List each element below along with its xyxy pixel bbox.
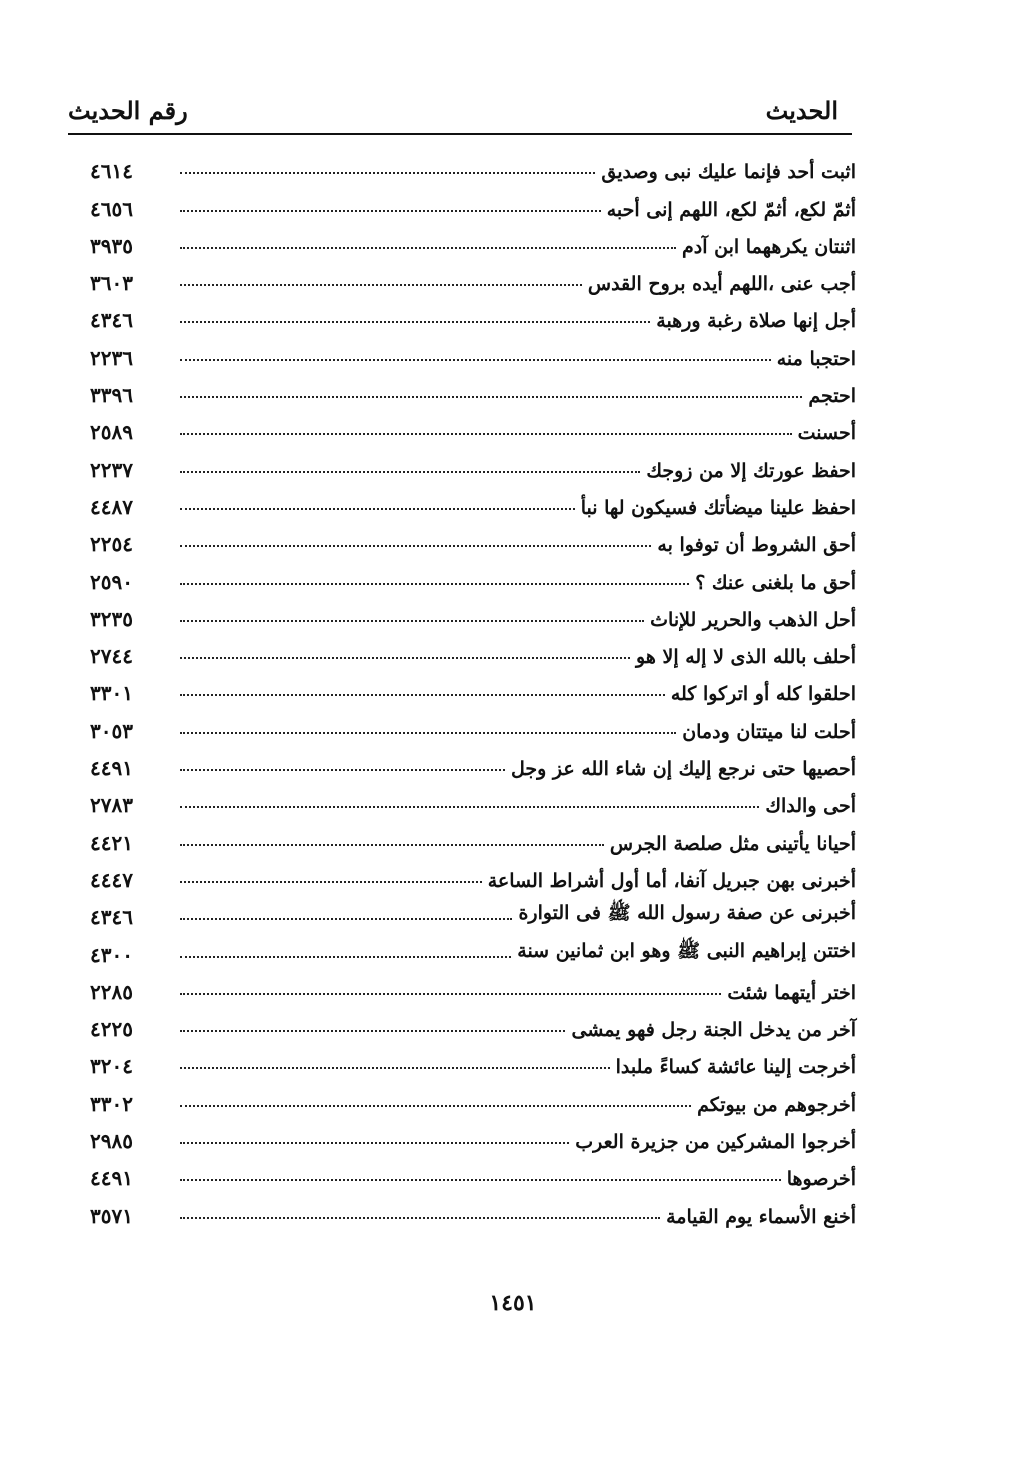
dot-leader bbox=[180, 844, 604, 846]
index-entry-row bbox=[90, 556, 856, 593]
index-entry-row bbox=[90, 705, 856, 742]
hadith-number: ٤٤٨٧ bbox=[90, 494, 133, 519]
hadith-number: ٣٣٠١ bbox=[90, 681, 133, 706]
index-entry-row bbox=[90, 221, 856, 258]
hadith-number: ٢٩٨٥ bbox=[90, 1129, 133, 1154]
index-entry-row bbox=[90, 407, 856, 444]
dot-leader bbox=[180, 396, 802, 398]
index-entry-row bbox=[90, 817, 856, 854]
index-entry-row bbox=[90, 892, 856, 929]
hadith-text: احلقوا كله أو اتركوا كله bbox=[670, 683, 856, 706]
hadith-text: أحيانا يأتينى مثل صلصة الجرس bbox=[609, 832, 856, 855]
dot-leader bbox=[180, 508, 575, 510]
dot-leader bbox=[180, 321, 650, 323]
hadith-number: ٢٥٨٩ bbox=[90, 420, 133, 445]
hadith-number: ٢٢٣٦ bbox=[90, 345, 133, 370]
index-entry-row bbox=[90, 1078, 856, 1115]
hadith-text: أحسنت bbox=[797, 422, 856, 445]
dot-leader bbox=[180, 769, 505, 771]
hadith-text: احفظ عورتك إلا من زوجك bbox=[646, 459, 856, 482]
dot-leader bbox=[180, 247, 676, 249]
index-entry-row bbox=[90, 482, 856, 519]
hadith-text: أثمّ لكع، أثمّ لكع، اللهم إنى أحبه bbox=[606, 198, 856, 221]
hadith-number: ٤٣٤٦ bbox=[90, 308, 133, 333]
hadith-text: احتجم bbox=[808, 385, 856, 408]
hadith-number: ٤٣٠٠ bbox=[90, 942, 133, 967]
hadith-number: ٤٦١٤ bbox=[90, 159, 133, 184]
dot-leader bbox=[180, 172, 595, 174]
index-entry-row bbox=[90, 1116, 856, 1153]
dot-leader bbox=[180, 583, 689, 585]
dot-leader bbox=[180, 657, 630, 659]
index-entry-row bbox=[90, 295, 856, 332]
dot-leader bbox=[180, 1030, 565, 1032]
column-title-hadith-number: رقم الحديث bbox=[68, 96, 188, 125]
hadith-number: ٣٣٩٦ bbox=[90, 383, 133, 408]
dot-leader bbox=[180, 806, 759, 808]
hadith-text: أحصيها حتى نرجع إليك إن شاء الله عز وجل bbox=[510, 758, 856, 781]
hadith-number: ٤٤٩١ bbox=[90, 756, 133, 781]
hadith-text: أخنع الأسماء يوم القيامة bbox=[666, 1205, 856, 1228]
hadith-text: أخرجت إلينا عائشة كساءً ملبدا bbox=[615, 1056, 856, 1079]
hadith-text: أجل إنها صلاة رغبة ورهبة bbox=[656, 310, 856, 333]
index-entry-row bbox=[90, 444, 856, 481]
index-entry-row bbox=[90, 668, 856, 705]
hadith-number: ٣٢٣٥ bbox=[90, 606, 133, 631]
hadith-number: ٢٢٣٧ bbox=[90, 457, 133, 482]
hadith-text: أخبرنى عن صفة رسول الله ﷺ فى التوارة bbox=[518, 902, 856, 925]
hadith-text: أحلف بالله الذى لا إله إلا هو bbox=[636, 646, 856, 669]
hadith-text: أحق الشروط أن توفوا به bbox=[657, 534, 856, 557]
hadith-number: ٢٢٨٥ bbox=[90, 979, 133, 1004]
hadith-number: ٢٧٨٣ bbox=[90, 793, 133, 818]
hadith-text: احتجبا منه bbox=[776, 347, 856, 370]
hadith-text: أخرجوهم من بيوتكم bbox=[697, 1093, 856, 1116]
index-entry-row bbox=[90, 332, 856, 369]
dot-leader bbox=[180, 732, 676, 734]
hadith-number: ٤٤٤٧ bbox=[90, 867, 133, 892]
hadith-text: أحق ما بلغنى عنك ؟ bbox=[695, 571, 856, 594]
hadith-number: ٢٥٩٠ bbox=[90, 569, 133, 594]
dot-leader bbox=[180, 471, 640, 473]
hadith-number: ٣٣٠٢ bbox=[90, 1091, 133, 1116]
index-entry-row bbox=[90, 743, 856, 780]
dot-leader bbox=[180, 545, 651, 547]
dot-leader bbox=[180, 284, 582, 286]
hadith-text: أحلت لنا ميتتان ودمان bbox=[682, 720, 856, 743]
hadith-number: ٤٣٤٦ bbox=[90, 905, 133, 930]
index-entry-row bbox=[90, 855, 856, 892]
index-entry-row bbox=[90, 594, 856, 631]
hadith-number: ٣٠٥٣ bbox=[90, 718, 133, 743]
index-entry-row bbox=[90, 1004, 856, 1041]
hadith-number: ٤٢٢٥ bbox=[90, 1017, 133, 1042]
hadith-number: ٢٢٥٤ bbox=[90, 532, 133, 557]
dot-leader bbox=[180, 433, 792, 435]
index-entry-row bbox=[90, 183, 856, 220]
hadith-number: ٢٧٤٤ bbox=[90, 644, 133, 669]
index-entry-row bbox=[90, 1041, 856, 1078]
header-divider bbox=[68, 133, 852, 135]
hadith-text: اثبت أحد فإنما عليك نبى وصديق bbox=[601, 161, 856, 184]
dot-leader bbox=[180, 1217, 660, 1219]
index-entry-row bbox=[90, 1153, 856, 1190]
index-header bbox=[68, 96, 852, 132]
hadith-text: أجب عنى ،اللهم أيده بروح القدس bbox=[587, 273, 856, 296]
hadith-number: ٤٤٢١ bbox=[90, 830, 133, 855]
dot-leader bbox=[180, 359, 771, 361]
hadith-text: أخرجوا المشركين من جزيرة العرب bbox=[575, 1131, 856, 1154]
index-entry-row bbox=[90, 780, 856, 817]
index-entry-row bbox=[90, 370, 856, 407]
hadith-number: ٣٩٣٥ bbox=[90, 233, 133, 258]
dot-leader bbox=[180, 210, 601, 212]
dot-leader bbox=[180, 881, 482, 883]
index-entry-row bbox=[90, 258, 856, 295]
column-title-hadith: الحديث bbox=[765, 96, 838, 125]
page-number: ١٤٥١ bbox=[489, 1290, 537, 1316]
hadith-text: احفظ علينا ميضأتك فسيكون لها نبأ bbox=[580, 496, 856, 519]
hadith-text: اختتن إبراهيم النبى ﷺ وهو ابن ثمانين سنة bbox=[517, 939, 856, 962]
hadith-number: ٣٦٠٣ bbox=[90, 271, 133, 296]
hadith-text: أخبرنى بهن جبريل آنفا، أما أول أشراط الساعة bbox=[487, 869, 856, 892]
dot-leader bbox=[180, 1179, 781, 1181]
hadith-text: اختر أيتهما شئت bbox=[727, 981, 856, 1004]
hadith-text: اثنتان يكرههما ابن آدم bbox=[682, 235, 856, 258]
index-entries-list bbox=[90, 146, 856, 1228]
index-entry-row bbox=[90, 1190, 856, 1227]
index-entry-row bbox=[90, 967, 856, 1004]
dot-leader bbox=[180, 1067, 610, 1069]
hadith-number: ٣٥٧١ bbox=[90, 1203, 133, 1228]
hadith-text: آخر من يدخل الجنة رجل فهو يمشى bbox=[571, 1019, 856, 1042]
dot-leader bbox=[180, 694, 665, 696]
hadith-number: ٤٤٩١ bbox=[90, 1166, 133, 1191]
dot-leader bbox=[180, 956, 511, 958]
dot-leader bbox=[180, 1142, 569, 1144]
dot-leader bbox=[180, 918, 512, 920]
index-entry-row bbox=[90, 631, 856, 668]
dot-leader bbox=[180, 993, 721, 995]
dot-leader bbox=[180, 620, 644, 622]
dot-leader bbox=[180, 1105, 691, 1107]
hadith-number: ٤٦٥٦ bbox=[90, 196, 133, 221]
index-entry-row bbox=[90, 519, 856, 556]
hadith-number: ٣٢٠٤ bbox=[90, 1054, 133, 1079]
index-entry-row bbox=[90, 929, 856, 966]
index-entry-row bbox=[90, 146, 856, 183]
hadith-text: أخرصوها bbox=[786, 1168, 856, 1191]
hadith-text: أحى والداك bbox=[765, 795, 856, 818]
hadith-text: أحل الذهب والحرير للإناث bbox=[650, 608, 856, 631]
